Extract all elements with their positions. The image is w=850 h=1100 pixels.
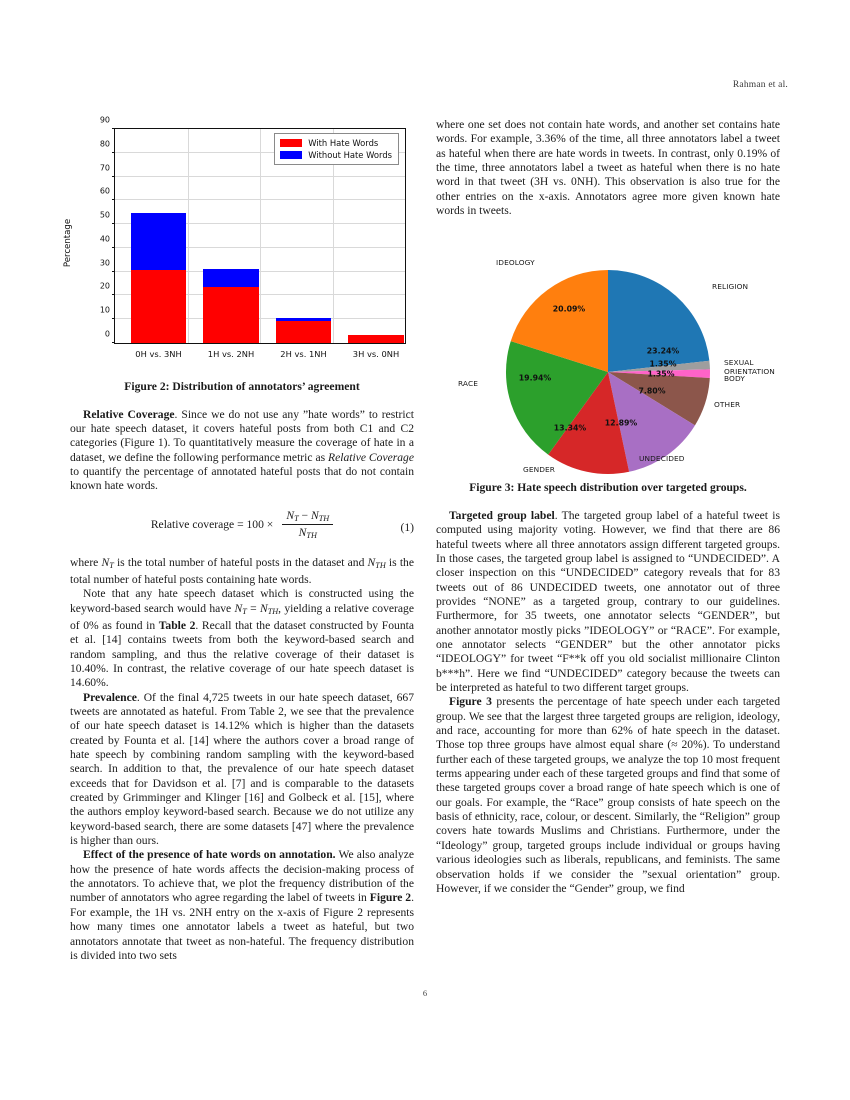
after-eq-var1: N bbox=[101, 555, 110, 569]
pie-label-other: OTHER bbox=[714, 400, 741, 409]
text-bold-figure3: Figure 3 bbox=[449, 695, 492, 709]
pie-value-body: 1.35% bbox=[647, 369, 675, 379]
note-a: Note that any hate speech dataset which is constructed using the keyword-based search would have bbox=[70, 587, 414, 615]
legend-label-without-hate-words: Without Hate Words bbox=[308, 150, 392, 160]
bar-chart-y-axis-label: Percentage bbox=[63, 218, 73, 268]
after-eq-var1sub: T bbox=[109, 560, 114, 570]
eq-num-sub1: T bbox=[294, 513, 299, 523]
pie-value-religion: 23.24% bbox=[646, 346, 680, 356]
pie-value-ideology: 20.09% bbox=[552, 304, 586, 314]
lead-relative-coverage: Relative Coverage bbox=[83, 407, 175, 421]
figure-3-caption: Figure 3: Hate speech distribution over targeted groups. bbox=[469, 481, 747, 495]
after-eq-var2sub: TH bbox=[375, 560, 386, 570]
note-var2sub: TH bbox=[267, 606, 279, 616]
bar-chart-ytick-10: 10 bbox=[99, 305, 110, 315]
right-column bbox=[436, 118, 780, 896]
equation-body bbox=[70, 509, 414, 540]
after-eq-var2: N bbox=[367, 555, 376, 569]
note-var1sub: T bbox=[242, 606, 247, 616]
paragraph-after-equation bbox=[70, 556, 414, 588]
pie-label-undecided: UNDECIDED bbox=[639, 454, 685, 463]
bar-chart-ytick-40: 40 bbox=[99, 234, 110, 244]
pie-value-gender: 13.34% bbox=[553, 423, 587, 433]
bar-chart-xtick-2: 2H vs. 1NH bbox=[280, 349, 327, 359]
bar-chart-ytick-20: 20 bbox=[99, 281, 110, 291]
eq-num-sub2: TH bbox=[318, 513, 330, 523]
paragraph-relative-coverage bbox=[70, 408, 414, 494]
page-number: 6 bbox=[422, 988, 428, 998]
text-figure3-discussion: presents the percentage of hate speech under each targeted group. We see that the largest three targeted groups are religion, ideology, and race, accounting for more than 62% of hate speech in the dataset. Those top three groups have almost equal share (≈ 20%). To understand further each of these targeted groups, we analyze the top 10 most frequent terms appearing under each of these targeted groups and find that some of these targeted groups cover a broad range of hate speech which is one of our goals. For example, the “Race” group consists of hate speech on the basis of ethnicity, race, colour, or descent. Similarly, the “Religion” group covers hate towards Muslims and Christians. Furthermore, under the “Ideology” group, targeted groups include individual or groups having various ideologies such as liberals, republicans, and feminists. The same observation holds if we consider the ”sexual orientation” group. However, if we consider the “Gender” group, we find bbox=[436, 695, 780, 895]
paragraph-prevalence bbox=[70, 691, 414, 849]
pie-value-race: 19.94% bbox=[518, 373, 552, 383]
bar-chart-xtick-0: 0H vs. 3NH bbox=[135, 349, 182, 359]
text-targeted-group: . The targeted group label of a hateful tweet is computed using majority voting. However, we find that there are 86 hateful tweets where all three annotators assign different targeted groups. In those cases, the targeted group label is assigned to “UNDECIDED”. A closer inspection on this “UNDECIDED” category reveals that for 83 tweets out of 86 UNDECIDED tweets, one annotator out of three provides “NONE” as a targeted group, contrary to our guidelines. Furthermore, for 35 tweets, one annotator selects “GENDER”, but another annotator mostly picks ”IDEOLOGY” or “RACE”. For example, one annotator selects “GENDER” but the other annotator picks “IDEOLOGY” for tweet “F**k off you old socialist millionaire Clinton b***h”. Here we find “UNDECIDED” category because the tweets can be interpreted as hateful to two different target groups. bbox=[436, 508, 780, 695]
lead-effect: Effect of the presence of hate words on annotation. bbox=[83, 848, 336, 862]
note-c: . Recall that the dataset constructed by Founta et al. [14] contains tweets from both the keyword-based search and random sampling, and thus the relative coverage of their dataset is 10.40%. In contrast, the relative coverage of our hate speech dataset is 14.60%. bbox=[70, 618, 414, 690]
pie-label-orientation: ORIENTATION bbox=[724, 367, 775, 376]
note-bold-table2: Table 2 bbox=[158, 618, 196, 632]
pie-value-undecided: 12.89% bbox=[604, 418, 638, 428]
paragraph-figure3-discussion bbox=[436, 695, 780, 896]
eq-den-N: N bbox=[298, 525, 307, 539]
figure-2-caption: Figure 2: Distribution of annotators’ agreement bbox=[124, 380, 360, 393]
equation-lhs: Relative coverage = 100 × bbox=[150, 517, 274, 531]
pie-label-body: BODY bbox=[724, 374, 745, 383]
pie-label-religion: RELIGION bbox=[712, 282, 749, 291]
after-eq-c: is the total number of hateful posts containing hate words. bbox=[70, 555, 414, 586]
equation-numerator bbox=[282, 509, 333, 524]
pie-label-ideology: IDEOLOGY bbox=[496, 258, 535, 267]
note-var1: N bbox=[234, 601, 243, 615]
eq-num-minus: − bbox=[298, 508, 311, 522]
bar-chart-ytick-70: 70 bbox=[99, 163, 110, 173]
bar-chart-xtick-3: 3H vs. 0NH bbox=[352, 349, 400, 359]
paragraph-targeted-group bbox=[436, 509, 780, 695]
bar-chart-ytick-0: 0 bbox=[104, 329, 110, 339]
bar-chart-ytick-90: 90 bbox=[99, 115, 110, 125]
after-eq-a: where bbox=[70, 555, 102, 569]
equation-denominator bbox=[295, 525, 321, 540]
text-relative-coverage-a: . Since we do not use any ”hate words” to restrict our hate speech dataset, it covers hateful posts from both C1 and C2 categories (Figure 1). To quantitatively measure the coverage of hate in a dataset, we define the following performance metric as bbox=[70, 407, 414, 464]
lead-prevalence: Prevalence bbox=[83, 690, 137, 704]
paragraph-note bbox=[70, 587, 414, 690]
eq-num-N2: N bbox=[310, 508, 319, 522]
bar-chart-xtick-1: 1H vs. 2NH bbox=[207, 349, 255, 359]
pie-value-sexual-orientation: 1.35% bbox=[649, 359, 677, 369]
eq-num-N1: N bbox=[286, 508, 295, 522]
text-relative-coverage-b: to quantify the percentage of annotated hateful posts that do not contain known hate words. bbox=[70, 464, 414, 493]
bar-chart-ytick-80: 80 bbox=[99, 139, 110, 149]
equation-fraction bbox=[282, 509, 333, 540]
pie-label-sexual: SEXUAL bbox=[724, 358, 754, 367]
pie-label-race: RACE bbox=[458, 379, 478, 388]
bar-chart-ytick-50: 50 bbox=[99, 210, 110, 220]
bar-chart-ytick-30: 30 bbox=[99, 258, 110, 268]
text-effect-bold-figure2: Figure 2 bbox=[369, 891, 412, 905]
equation-relative-coverage bbox=[70, 505, 414, 547]
legend-label-with-hate-words: With Hate Words bbox=[308, 138, 379, 148]
pie-value-other: 7.80% bbox=[638, 386, 666, 396]
left-column bbox=[70, 115, 415, 963]
eq-den-sub: TH bbox=[306, 530, 317, 540]
pie-label-gender: GENDER bbox=[523, 465, 556, 474]
text-relative-coverage-italic: Relative Coverage bbox=[328, 450, 415, 464]
running-head: Rahman et al. bbox=[732, 80, 788, 90]
note-var2: N bbox=[259, 601, 268, 615]
text-prevalence: . Of the final 4,725 tweets in our hate speech dataset, 667 tweets are annotated as hateful. From Table 2, we see that the prevalence of our hate speech dataset is 14.12% which is higher than the datasets created by Founta et al. [14] where the authors cover a broad range of hate speech by combining random sampling with the keyword-based search. In addition to that, the prevalence of our hate speech dataset exceeds that for Davidson et al. [7] and is comparable to the datasets created by Grimminger and Klinger [16] and Golbeck et al. [15], where the authors employ keyword-based search. Because we do not utilize any keyword-based search, there are some datasets [47] where the prevalence is higher than ours. bbox=[70, 690, 414, 848]
text-effect-a: We also analyze how the presence of hate words affects the decision-making process of the annotators. To achieve that, we plot the frequency distribution of the number of annotators who agree regarding the label of tweets in bbox=[70, 848, 414, 905]
note-b: , yielding a relative coverage of 0% as found in bbox=[70, 601, 414, 632]
bar-chart-ytick-60: 60 bbox=[99, 186, 110, 196]
after-eq-b: is the total number of hateful posts in the dataset and bbox=[113, 555, 368, 569]
equation-number: (1) bbox=[400, 520, 414, 534]
paragraph-right-top: where one set does not contain hate words, and another set contains hate words. For example, 3.36% of the time, all three annotators label a tweet as hateful when there are hate words in tweets. In contrast, only 0.19% of the time, three annotators label a tweet as hateful when there is no hate word in that tweet (3H vs. 0NH). This observation is also true for the other entries on the x-axis. Annotators agree more given known hate words in tweets. bbox=[436, 118, 780, 218]
lead-targeted-group: Targeted group label bbox=[449, 508, 555, 522]
text-effect-b: . For example, the 1H vs. 2NH entry on the x-axis of Figure 2 represents how many times one annotator labels a tweet as hateful, but two annotators annotate that tweet as non-hateful. The frequency distribution is divided into two sets bbox=[70, 891, 414, 962]
paragraph-effect-hate-words bbox=[70, 848, 414, 963]
note-eq: = bbox=[246, 601, 260, 615]
